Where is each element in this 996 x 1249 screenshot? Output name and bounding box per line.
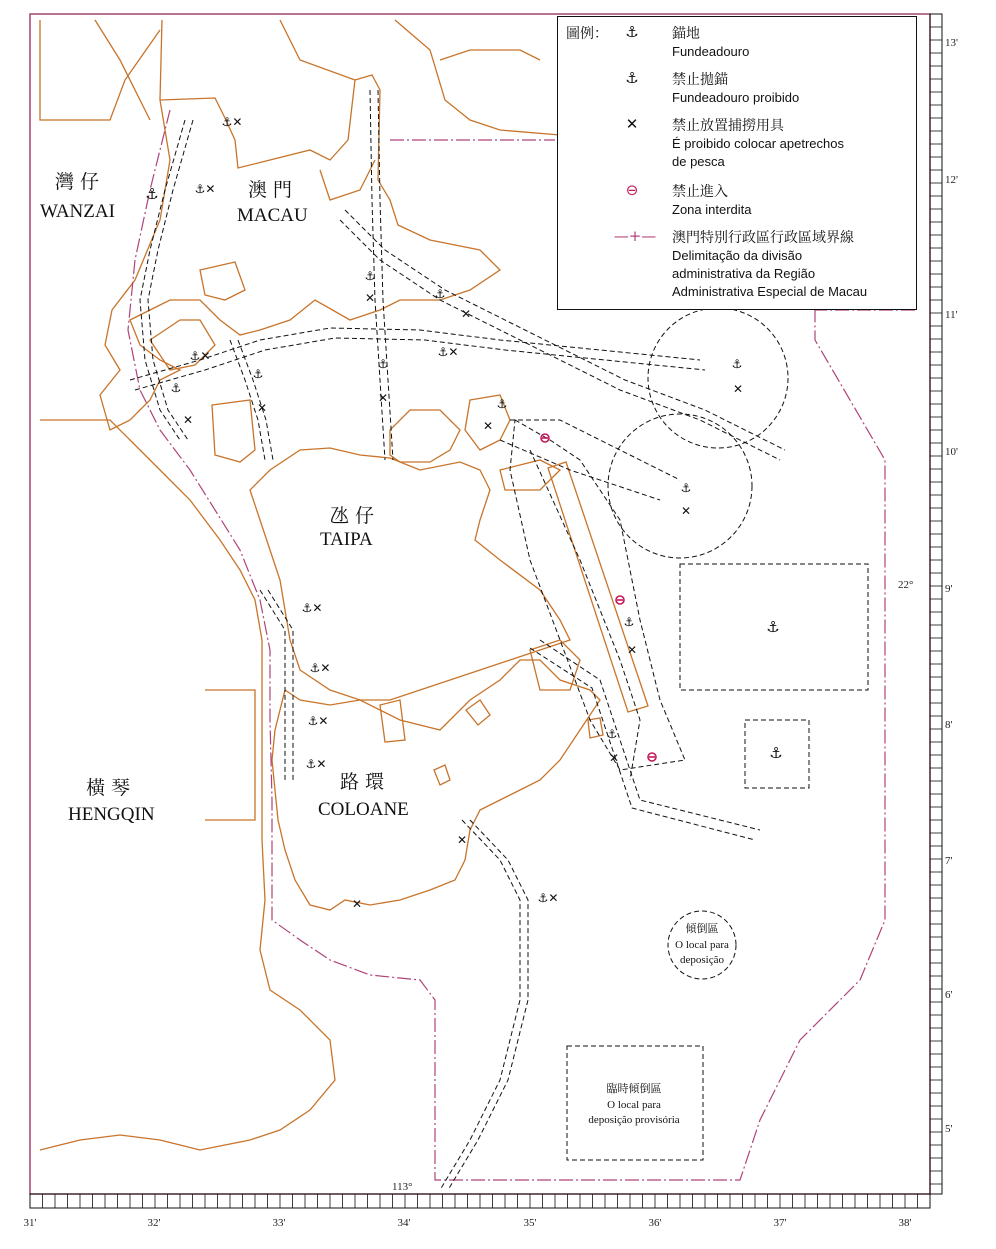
legend-label: Fundeadouro proibido (672, 90, 800, 105)
no-fishing-icon: ✕ (732, 382, 744, 396)
no-entry-icon (616, 596, 624, 604)
no-anchor-icon: ⚓✕ (305, 757, 327, 771)
no-fishing-icon: ✕ (625, 115, 639, 133)
no-anchor-icon: ⚓✕ (307, 714, 329, 728)
no-anchor-icon: ⚓✕ (189, 349, 211, 363)
longitude-tick-label: 31' (23, 1217, 37, 1229)
legend-label-zh: 澳門特別行政區行政區域界線 (672, 230, 854, 246)
latitude-scale (930, 14, 942, 1194)
wanzai-label-zh: 灣仔 (55, 171, 106, 193)
macau-label-zh: 澳門 (248, 179, 299, 201)
coloane-label: COLOANE (318, 799, 409, 820)
no-fishing-icon: ✕ (182, 413, 194, 427)
no-anchor-icon: ⚓ (364, 269, 376, 283)
anchor-icon: ⚓ (766, 618, 780, 636)
no-anchor-icon: ⚓ (252, 367, 264, 381)
no-entry-icon (541, 434, 549, 442)
latitude-tick-label: 12' (945, 174, 958, 186)
anchor-icon: ⚓ (145, 185, 159, 203)
no-anchor-icon: ⚓ (680, 481, 692, 495)
no-anchor-icon: ⚓ (731, 357, 743, 371)
no-anchor-icon: ⚓✕ (221, 115, 243, 129)
no-fishing-icon: ✕ (608, 751, 620, 765)
no-fishing-icon: ✕ (351, 897, 363, 911)
no-anchor-icon: ⚓✕ (194, 182, 216, 196)
latitude-tick-label: 7' (945, 855, 953, 867)
dump-zone-label-2: deposição (680, 954, 724, 966)
no-anchor-icon: ⚓✕ (309, 661, 331, 675)
no-entry-icon: ⊖ (625, 181, 639, 199)
legend-label: Fundeadouro (672, 44, 750, 59)
no-fishing-icon: ✕ (456, 833, 468, 847)
longitude-tick-label: 32' (147, 1217, 161, 1229)
dump-zone-label-zh: 傾倒區 (685, 923, 719, 935)
no-anchor-icon: ⚓✕ (437, 345, 459, 359)
no-anchor-icon: ⚓ (377, 357, 389, 371)
map-legend (557, 16, 917, 310)
no-entry-icon (648, 753, 656, 761)
macau-label: MACAU (237, 205, 308, 226)
longitude-scale (30, 1194, 930, 1208)
no-anchor-icon: ⚓✕ (537, 891, 559, 905)
legend-label-2: de pesca (672, 154, 725, 169)
legend-label-3: Administrativa Especial de Macau (672, 284, 868, 299)
longitude-tick-label: 35' (523, 1217, 537, 1229)
no-anchor-icon: ⚓ (170, 381, 182, 395)
latitude-tick-label: 8' (945, 719, 953, 731)
legend-label: Zona interdita (672, 202, 752, 217)
no-anchor-icon: ⚓ (496, 397, 508, 411)
taipa-label: TAIPA (320, 529, 373, 550)
latitude-degree-label: 22° (898, 579, 914, 591)
legend-label-zh: 禁止拋錨 (672, 72, 728, 88)
no-fishing-icon: ✕ (482, 419, 494, 433)
longitude-tick-label: 33' (272, 1217, 286, 1229)
longitude-tick-label: 36' (648, 1217, 662, 1229)
longitude-tick-label: 37' (773, 1217, 787, 1229)
legend-label-2: administrativa da Região (672, 266, 816, 281)
latitude-tick-label: 6' (945, 989, 953, 1001)
latitude-tick-label: 13' (945, 37, 958, 49)
taipa-label-zh: 氹仔 (330, 505, 381, 527)
no-fishing-icon: ✕ (626, 643, 638, 657)
anchor-icon: ⚓ (625, 23, 639, 41)
temp-dump-zone-label-zh: 臨時傾倒區 (606, 1083, 662, 1095)
no-fishing-icon: ✕ (460, 307, 472, 321)
legend-label: Delimitação da divisão (672, 248, 803, 263)
temp-dump-zone-label: O local para (607, 1099, 661, 1111)
legend-label: É proibido colocar apetrechos (672, 136, 844, 151)
temp-dump-zone-label-2: deposição provisória (588, 1114, 680, 1126)
latitude-tick-label: 10' (945, 446, 958, 458)
no-fishing-icon: ✕ (364, 291, 376, 305)
wanzai-label: WANZAI (40, 201, 115, 222)
latitude-tick-label: 9' (945, 583, 953, 595)
dump-zone-label: O local para (675, 939, 729, 951)
anchor-icon: ⚓ (769, 744, 783, 762)
longitude-tick-label: 38' (898, 1217, 912, 1229)
restricted-zone-icons (541, 434, 656, 761)
legend-label-zh: 禁止進入 (672, 184, 728, 200)
latitude-tick-label: 5' (945, 1123, 953, 1135)
no-anchor-icon: ⚓ (606, 727, 618, 741)
boundary-line-icon: —+— (613, 227, 657, 245)
legend-label-zh: 錨地 (672, 26, 700, 42)
legend-label-zh: 禁止放置捕撈用具 (672, 118, 784, 134)
hengqin-label: HENGQIN (68, 804, 155, 825)
no-anchor-icon: ⚓✕ (301, 601, 323, 615)
no-fishing-icon: ✕ (377, 391, 389, 405)
hengqin-label-zh: 橫琴 (86, 777, 137, 799)
legend-title: 圖例： (566, 26, 608, 42)
no-anchor-icon: ⚓ (625, 69, 639, 87)
no-anchor-icon: ⚓ (623, 615, 635, 629)
no-fishing-icon: ✕ (680, 504, 692, 518)
latitude-tick-label: 11' (945, 309, 958, 321)
coloane-label-zh: 路環 (340, 771, 391, 793)
no-anchor-icon: ⚓ (434, 287, 446, 301)
no-fishing-icon: ✕ (256, 401, 268, 415)
longitude-tick-label: 34' (397, 1217, 411, 1229)
anchorage-zones (567, 564, 868, 1160)
longitude-degree-label: 113° (392, 1181, 413, 1193)
